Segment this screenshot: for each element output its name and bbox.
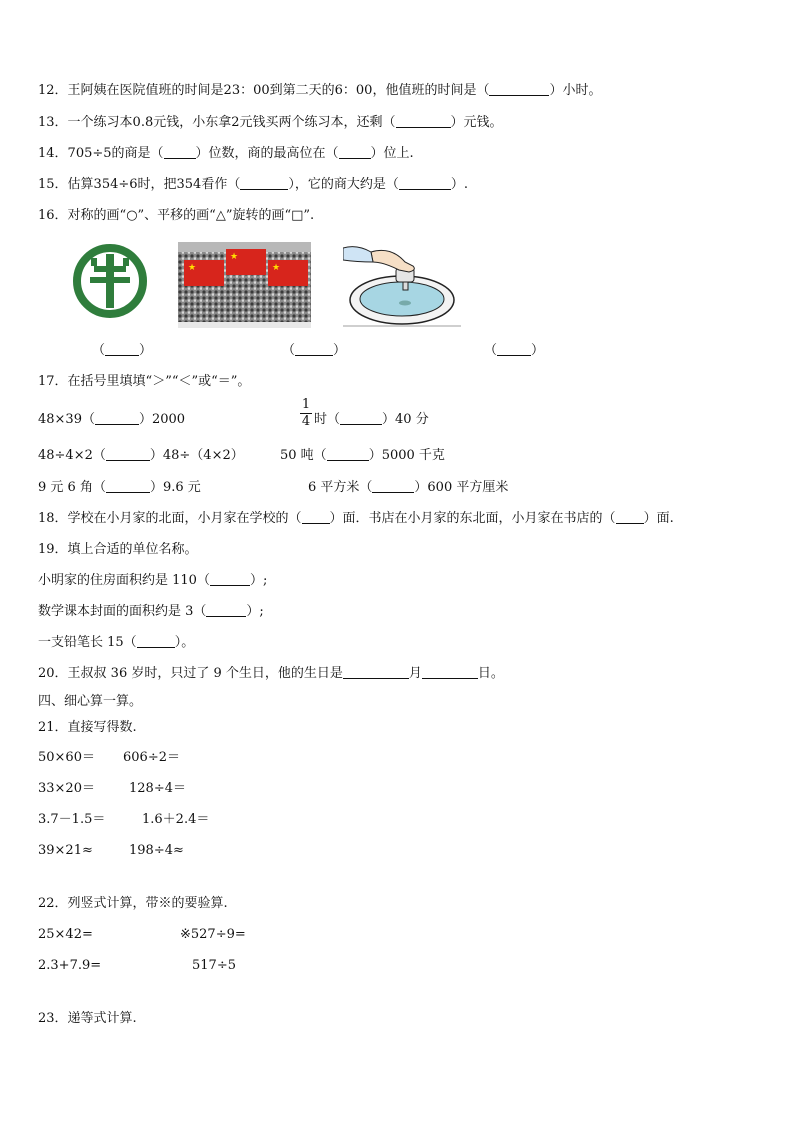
answer-blank[interactable] bbox=[372, 480, 414, 493]
answer-blank[interactable] bbox=[327, 448, 369, 461]
question-15: 15．估算354÷6时，把354看作（ ），它的商大约是（ ）. bbox=[38, 177, 468, 192]
compare-item: 9 元 6 角（ ）9.6 元 bbox=[38, 480, 201, 495]
section-heading: 四、细心算一算。 bbox=[38, 694, 143, 709]
answer-blank[interactable] bbox=[399, 177, 451, 190]
unit-item: 小明家的住房面积约是 110（ ）; bbox=[38, 573, 268, 588]
question-22: 22．列竖式计算，带※的要验算. bbox=[38, 896, 228, 911]
answer-blank-3[interactable]: （ ） bbox=[484, 343, 545, 358]
question-16: 16．对称的画“○”、平移的画“△”旋转的画“□”. bbox=[38, 208, 315, 223]
answer-blank[interactable] bbox=[422, 666, 478, 679]
calc-item: 2.3+7.9= bbox=[38, 958, 102, 973]
answer-blank[interactable] bbox=[164, 146, 196, 159]
compare-item: 6 平方米（ ）600 平方厘米 bbox=[308, 480, 509, 495]
question-13: 13．一个练习本0.8元钱，小东拿2元钱买两个练习本，还剩（ ）元钱。 bbox=[38, 115, 503, 130]
svg-text:★: ★ bbox=[188, 263, 197, 273]
calc-item: 3.7－1.5＝ bbox=[38, 812, 106, 827]
answer-blank[interactable] bbox=[339, 146, 371, 159]
faucet-sink-image bbox=[343, 240, 461, 328]
calc-item: 50×60＝ bbox=[38, 750, 95, 765]
calc-item: 25×42= bbox=[38, 927, 93, 942]
answer-blank[interactable] bbox=[106, 480, 150, 493]
question-17: 17．在括号里填填“＞”“＜”或“＝”。 bbox=[38, 374, 251, 389]
question-19: 19．填上合适的单位名称。 bbox=[38, 542, 198, 557]
question-18: 18．学校在小月家的北面，小月家在学校的（ ）面．书店在小月家的东北面，小月家在书店的（ ）面. bbox=[38, 511, 674, 526]
question-21: 21．直接写得数. bbox=[38, 720, 137, 735]
calc-item: 39×21≈ bbox=[38, 843, 93, 858]
answer-blank[interactable] bbox=[616, 511, 644, 524]
calc-item: 606÷2＝ bbox=[123, 750, 180, 765]
answer-blank[interactable] bbox=[396, 115, 451, 128]
question-20: 20．王叔叔 36 岁时，只过了 9 个生日，他的生日是 月 日。 bbox=[38, 666, 504, 681]
calc-item: 128÷4＝ bbox=[129, 781, 186, 796]
compare-item: 时（ ）40 分 bbox=[314, 412, 429, 427]
answer-blank[interactable] bbox=[240, 177, 288, 190]
compare-item: 48×39（ ）2000 bbox=[38, 412, 186, 427]
answer-blank[interactable] bbox=[210, 573, 250, 586]
answer-blank[interactable] bbox=[489, 83, 549, 96]
bank-logo-image bbox=[64, 244, 158, 318]
compare-item: 48÷4×2（ ）48÷（4×2） bbox=[38, 448, 244, 463]
unit-item: 一支铅笔长 15（ ）。 bbox=[38, 635, 195, 650]
calc-item: 33×20＝ bbox=[38, 781, 95, 796]
calc-item: 198÷4≈ bbox=[129, 843, 184, 858]
question-23: 23．递等式计算. bbox=[38, 1011, 137, 1026]
answer-blank[interactable] bbox=[137, 635, 175, 648]
answer-blank-2[interactable]: （ ） bbox=[282, 343, 347, 358]
answer-blank[interactable] bbox=[302, 511, 330, 524]
answer-blank[interactable] bbox=[343, 666, 409, 679]
question-14: 14．705÷5的商是（ ）位数，商的最高位在（ ）位上. bbox=[38, 146, 414, 161]
flags-photo-image bbox=[178, 242, 311, 328]
calc-item: 517÷5 bbox=[192, 958, 236, 973]
svg-text:★: ★ bbox=[272, 263, 281, 273]
calc-item: ※527÷9= bbox=[180, 927, 246, 942]
calc-item: 1.6＋2.4＝ bbox=[142, 812, 210, 827]
compare-item: 50 吨（ ）5000 千克 bbox=[280, 448, 445, 463]
answer-blank[interactable] bbox=[206, 604, 246, 617]
answer-blank[interactable] bbox=[106, 448, 150, 461]
answer-blank-1[interactable]: （ ） bbox=[92, 343, 153, 358]
question-12: 12．王阿姨在医院值班的时间是23：00到第二天的6：00，他值班的时间是（ ）小时。 bbox=[38, 83, 602, 98]
unit-item: 数学课本封面的面积约是 3（ ）; bbox=[38, 604, 264, 619]
answer-blank[interactable] bbox=[340, 412, 382, 425]
svg-text:★: ★ bbox=[230, 252, 239, 262]
fraction: 1 4 bbox=[301, 397, 311, 429]
answer-blank[interactable] bbox=[95, 412, 139, 425]
